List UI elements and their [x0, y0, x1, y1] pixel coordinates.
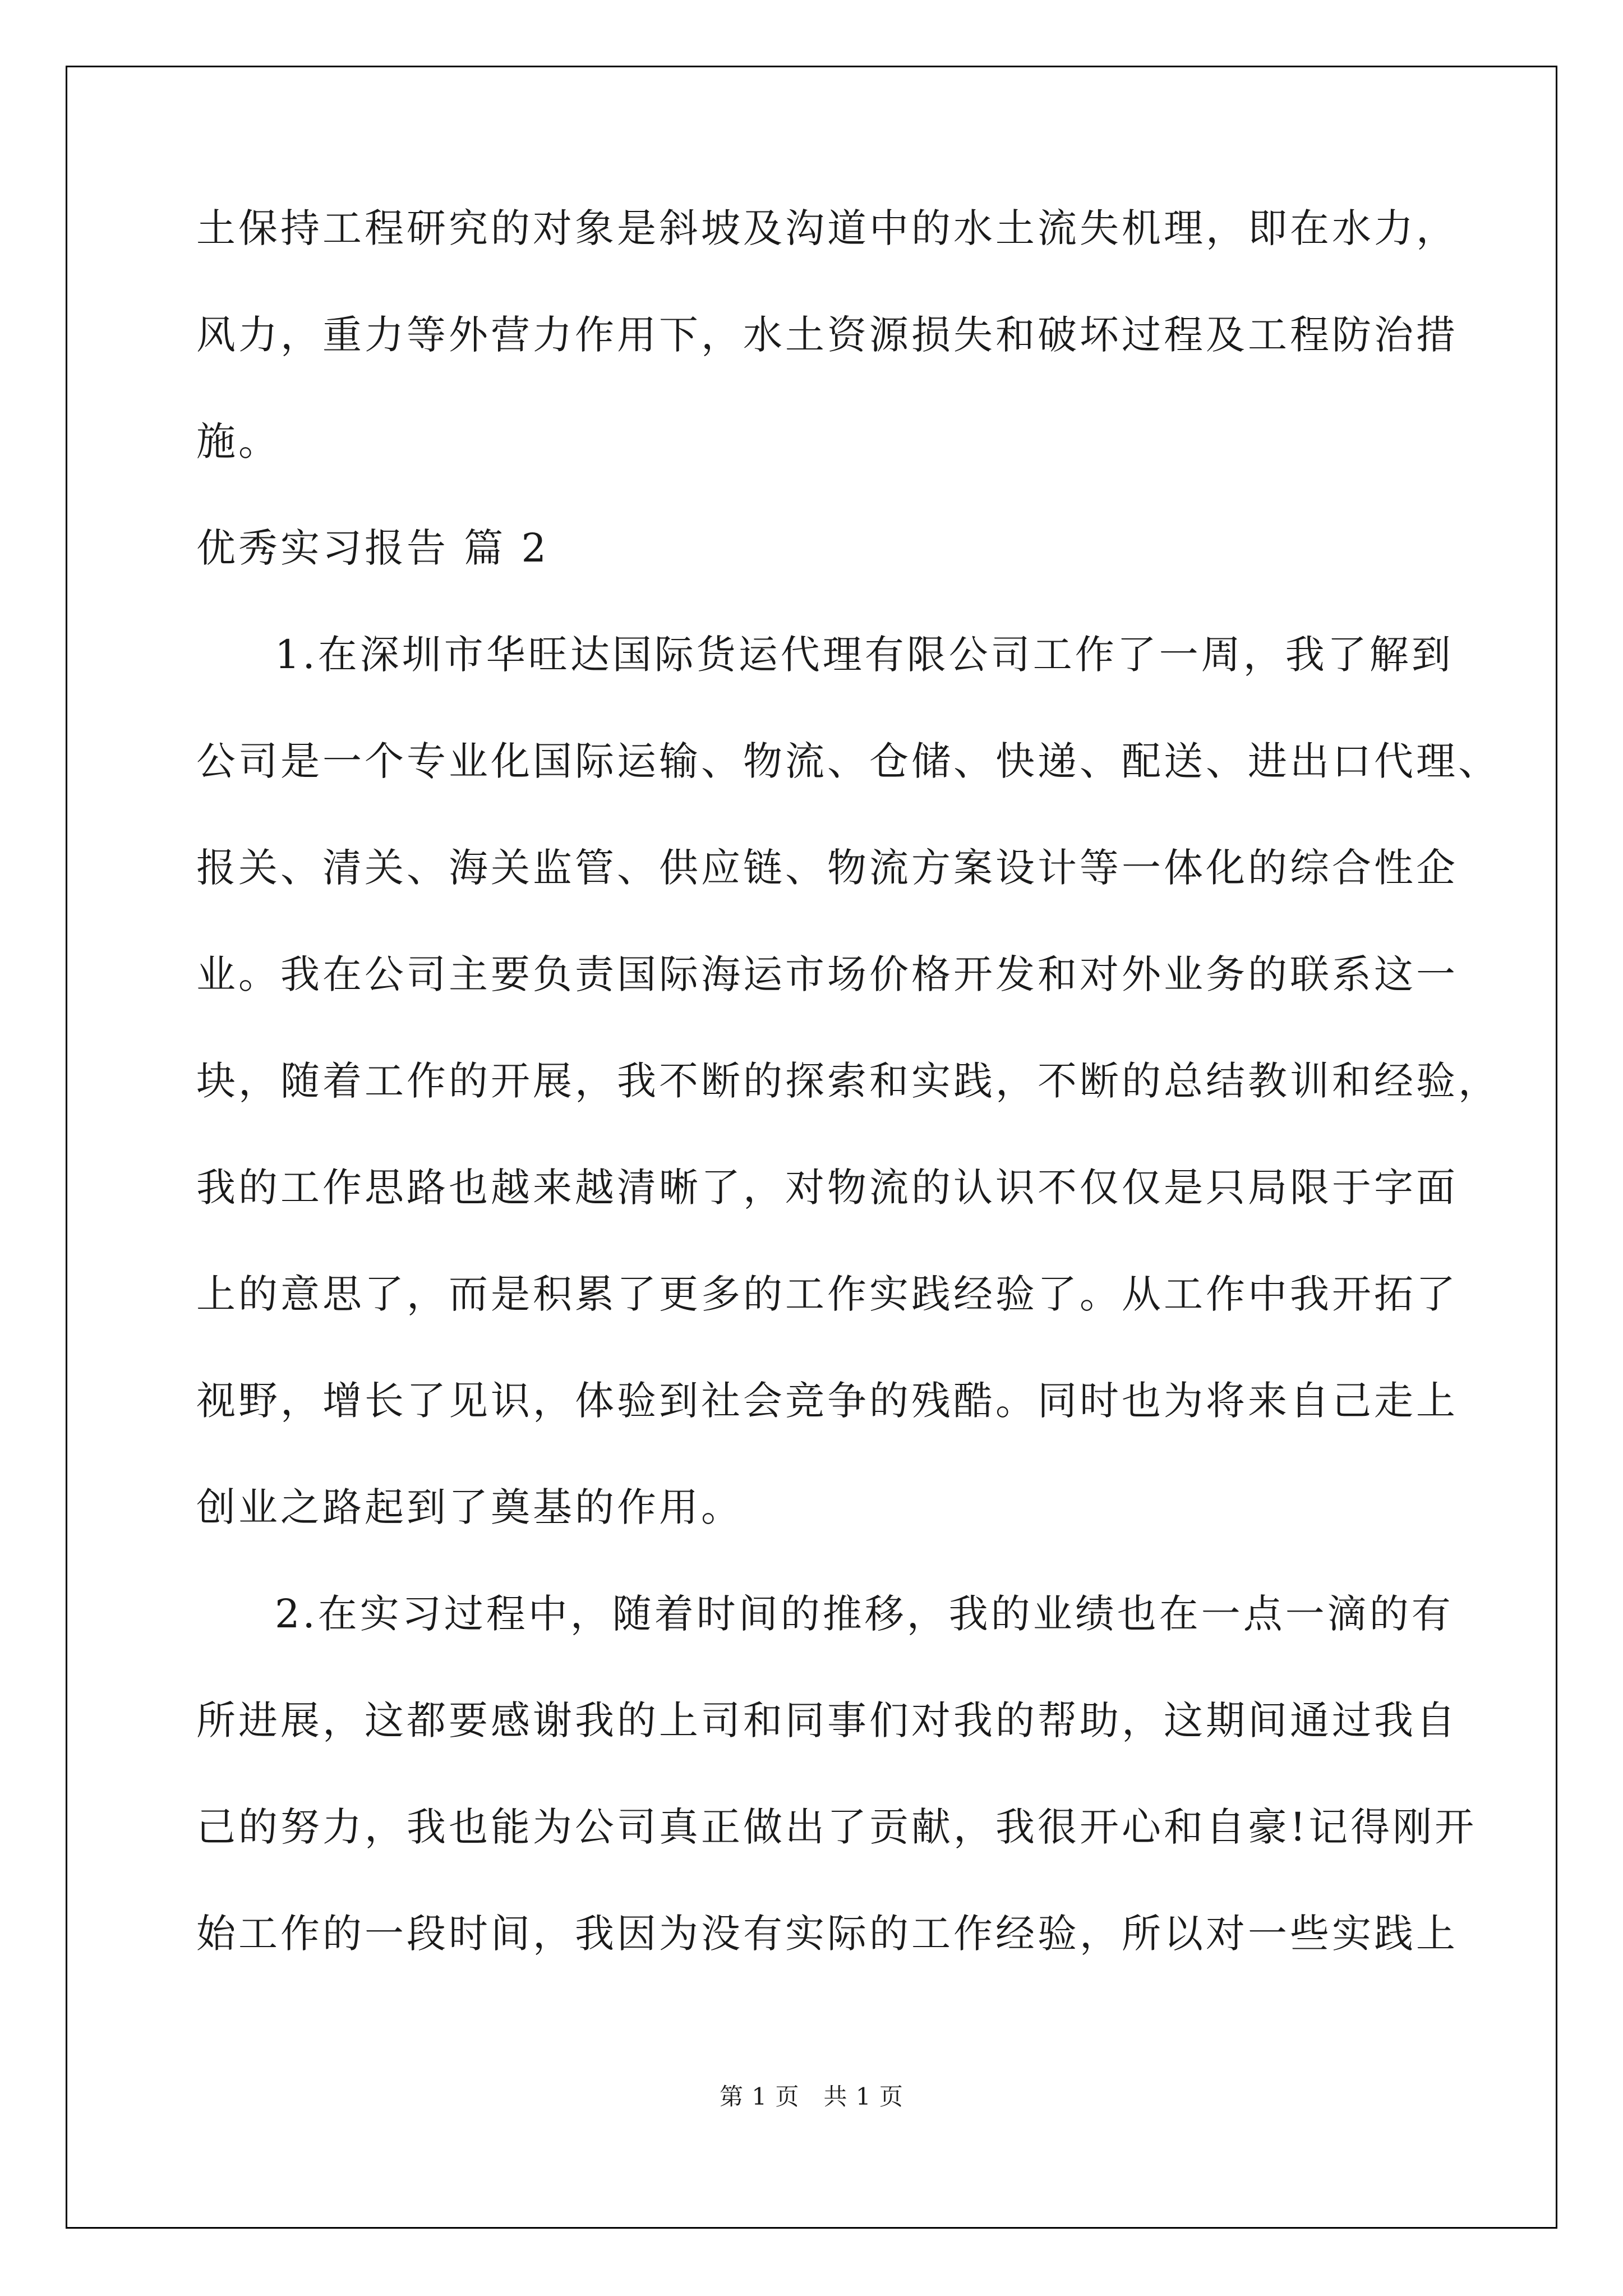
paragraph-line: 业。我在公司主要负责国际海运市场价格开发和对外业务的联系这一 [196, 951, 1458, 997]
section-heading: 优秀实习报告 篇 2 [196, 525, 550, 571]
paragraph-line: 视野，增长了见识，体验到社会竞争的残酷。同时也为将来自己走上 [196, 1378, 1458, 1424]
paragraph-line: 所进展，这都要感谢我的上司和同事们对我的帮助，这期间通过我自 [196, 1697, 1458, 1743]
paragraph-line: 1.在深圳市华旺达国际货运代理有限公司工作了一周，我了解到 [275, 632, 1454, 678]
paragraph-line: 报关、清关、海关监管、供应链、物流方案设计等一体化的综合性企 [196, 845, 1458, 891]
paragraph-line: 始工作的一段时间，我因为没有实际的工作经验，所以对一些实践上 [196, 1911, 1458, 1957]
paragraph-line: 2.在实习过程中，随着时间的推移，我的业绩也在一点一滴的有 [275, 1591, 1454, 1637]
paragraph-line: 块，随着工作的开展，我不断的探索和实践，不断的总结教训和经验， [196, 1058, 1500, 1104]
paragraph-line: 上的意思了，而是积累了更多的工作实践经验了。从工作中我开拓了 [196, 1271, 1458, 1317]
paragraph-line: 风力，重力等外营力作用下，水土资源损失和破坏过程及工程防治措 [196, 312, 1458, 358]
page-number-footer: 第 1 页 共 1 页 [720, 2083, 903, 2110]
paragraph-line: 创业之路起到了奠基的作用。 [196, 1484, 743, 1530]
paragraph-line: 施。 [196, 418, 280, 464]
document-body [196, 202, 1500, 1960]
paragraph-line: 我的工作思路也越来越清晰了，对物流的认识不仅仅是只局限于字面 [196, 1165, 1458, 1211]
paragraph-line: 己的努力，我也能为公司真正做出了贡献，我很开心和自豪!记得刚开 [196, 1804, 1477, 1850]
paragraph-line: 土保持工程研究的对象是斜坡及沟道中的水土流失机理，即在水力， [196, 205, 1458, 251]
paragraph-line: 公司是一个专业化国际运输、物流、仓储、快递、配送、进出口代理、 [196, 738, 1500, 784]
